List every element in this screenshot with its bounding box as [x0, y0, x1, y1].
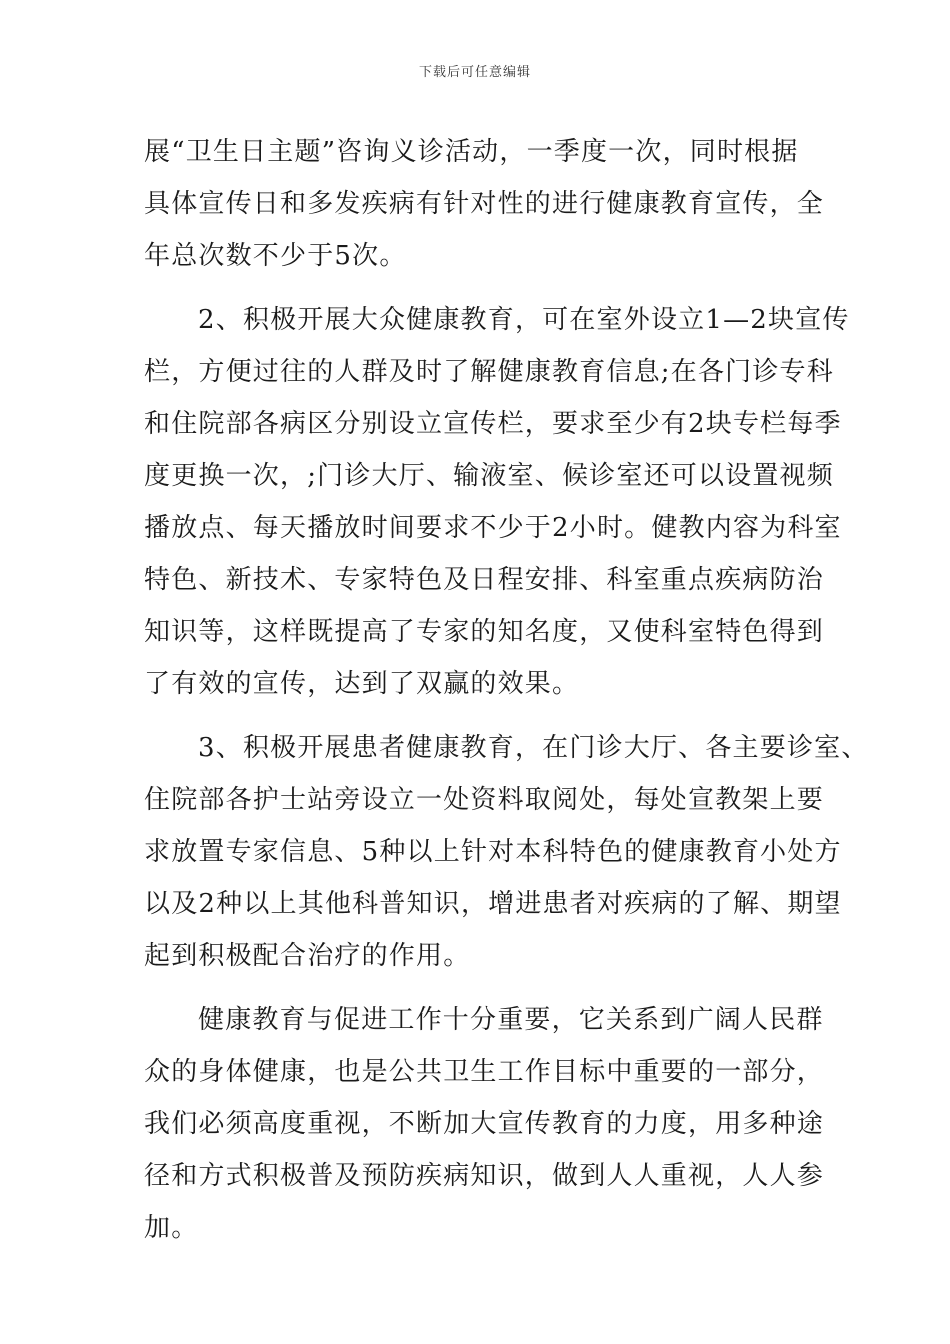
paragraph-line: 加。: [144, 1213, 199, 1243]
paragraph-line: 住院部各护士站旁设立一处资料取阅处，每处宣教架上要: [144, 785, 825, 815]
paragraph-line: 知识等，这样既提高了专家的知名度，又使科室特色得到: [144, 617, 825, 647]
paragraph-line: 栏，方便过往的人群及时了解健康教育信息;在各门诊专科: [144, 357, 834, 387]
page-header: 下载后可任意编辑: [418, 65, 531, 80]
paragraph-2: [144, 294, 850, 710]
paragraph-line: 2、积极开展大众健康教育，可在室外设立1—2块宣传: [198, 305, 850, 335]
paragraph-line: 具体宣传日和多发疾病有针对性的进行健康教育宣传，全: [144, 189, 825, 219]
paragraph-1: [144, 126, 824, 282]
paragraph-line: 和住院部各病区分别设立宣传栏，要求至少有2块专栏每季: [144, 409, 842, 439]
paragraph-line: 我们必须高度重视，不断加大宣传教育的力度，用多种途: [144, 1109, 825, 1139]
paragraph-line: 了有效的宣传，达到了双赢的效果。: [144, 669, 580, 699]
document-body: [144, 126, 869, 1254]
paragraph-line: 3、积极开展患者健康教育，在门诊大厅、各主要诊室、: [198, 733, 869, 763]
paragraph-line: 度更换一次，;门诊大厅、输液室、候诊室还可以设置视频: [144, 461, 834, 491]
paragraph-line: 以及2种以上其他科普知识，增进患者对疾病的了解、期望: [144, 889, 842, 919]
paragraph-line: 求放置专家信息、5种以上针对本科特色的健康教育小处方: [144, 837, 842, 867]
paragraph-line: 年总次数不少于5次。: [144, 241, 407, 271]
paragraph-line: 特色、新技术、专家特色及日程安排、科室重点疾病防治: [144, 565, 825, 595]
paragraph-line: 径和方式积极普及预防疾病知识，做到人人重视，人人参: [144, 1161, 825, 1191]
paragraph-line: 展“卫生日主题”咨询义诊活动，一季度一次，同时根据: [144, 137, 799, 167]
paragraph-4: [144, 994, 824, 1254]
paragraph-line: 起到积极配合治疗的作用。: [144, 941, 471, 971]
paragraph-line: 播放点、每天播放时间要求不少于2小时。健教内容为科室: [144, 513, 842, 543]
paragraph-3: [144, 722, 869, 982]
paragraph-line: 健康教育与促进工作十分重要，它关系到广阔人民群: [198, 1005, 824, 1035]
paragraph-line: 众的身体健康，也是公共卫生工作目标中重要的一部分，: [144, 1057, 825, 1087]
